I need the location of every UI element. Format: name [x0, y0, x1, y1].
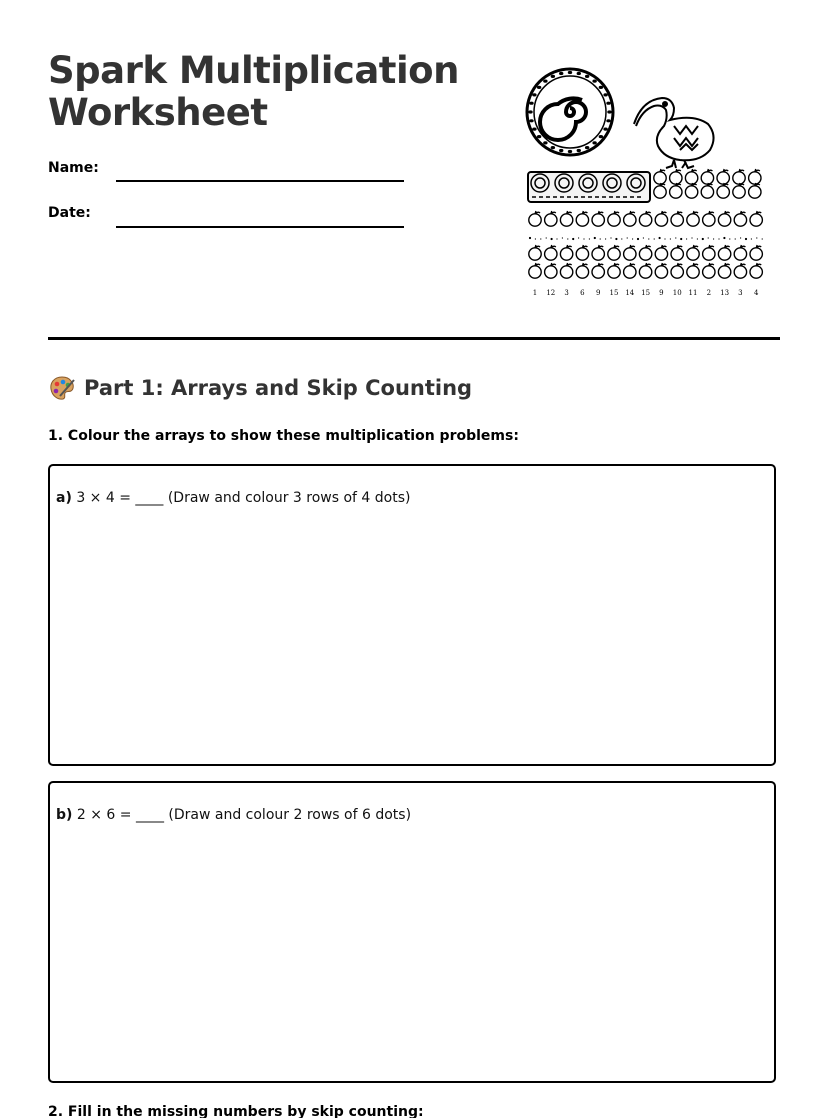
palette-icon: [48, 374, 76, 402]
section-divider: [48, 337, 780, 340]
art-number: 2: [706, 289, 712, 297]
question-2: 2. Fill in the missing numbers by skip counting:: [48, 1104, 424, 1118]
problem-a-text: 3 × 4 = ____ (Draw and colour 3 rows of 4 dots): [76, 490, 411, 506]
problem-a: [56, 490, 410, 506]
problem-b-text: 2 × 6 = ____ (Draw and colour 2 rows of 6 dots): [76, 807, 412, 823]
maori-artwork: [524, 66, 770, 302]
kiwi-bird-icon: [634, 98, 714, 168]
art-number: 11: [688, 289, 698, 297]
art-number: 13: [720, 289, 730, 297]
name-line[interactable]: [116, 180, 404, 182]
art-number: 6: [580, 289, 585, 297]
problem-a-letter: a): [56, 490, 72, 506]
art-number: 3: [738, 289, 743, 297]
title-line-2: Worksheet: [48, 91, 268, 134]
art-number: 4: [753, 289, 759, 297]
problem-b-letter: b): [56, 807, 73, 823]
art-number: 14: [625, 289, 635, 297]
art-number: 10: [672, 289, 682, 297]
title-line-1: Spark Multiplication: [48, 49, 459, 92]
art-number: 3: [564, 289, 569, 297]
array-box-a[interactable]: [48, 464, 776, 766]
name-label: Name:: [48, 160, 99, 176]
art-number: 9: [659, 289, 664, 297]
date-label: Date:: [48, 205, 91, 221]
part1-heading: [48, 374, 472, 402]
art-number: 1: [532, 289, 538, 297]
date-line[interactable]: [116, 226, 404, 228]
part1-heading-text: Part 1: Arrays and Skip Counting: [84, 376, 473, 400]
problem-b: [56, 807, 411, 823]
art-number: 15: [641, 289, 651, 297]
art-number: 12: [546, 289, 556, 297]
art-number: 15: [609, 289, 619, 297]
spiral-band: [528, 172, 650, 202]
worksheet-title: [48, 50, 478, 134]
array-box-b[interactable]: [48, 781, 776, 1083]
question-1: 1. Colour the arrays to show these multiplication problems:: [48, 428, 519, 444]
art-number: 9: [595, 289, 601, 297]
koru-spiral-icon: [527, 69, 613, 155]
